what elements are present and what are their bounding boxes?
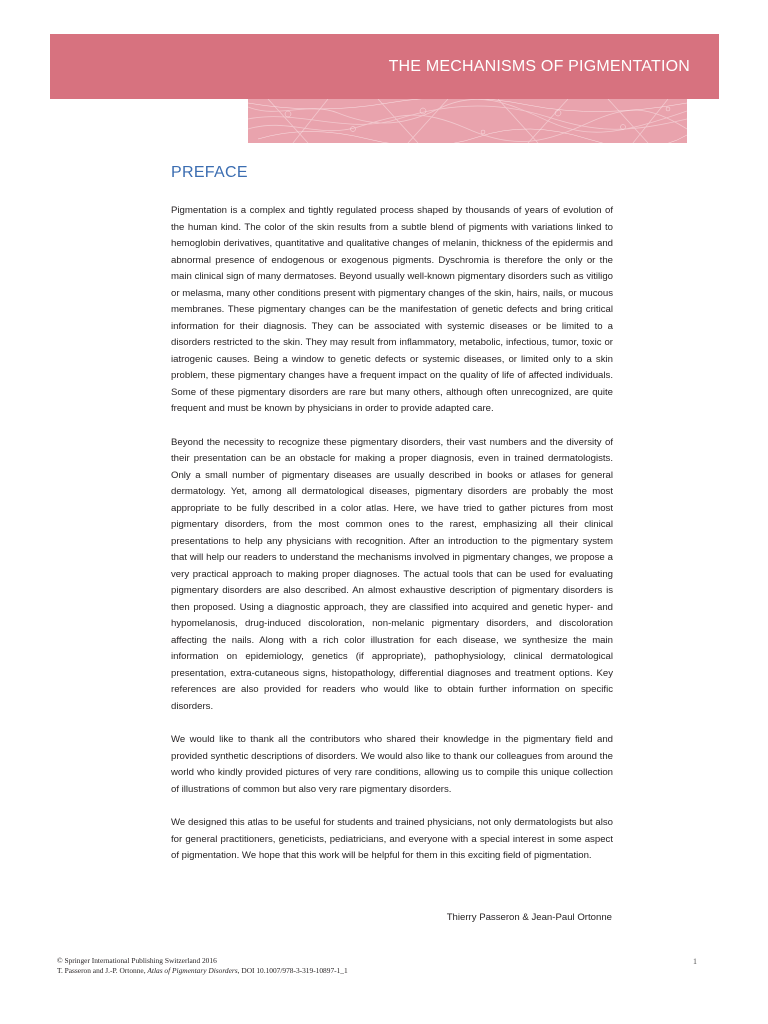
preface-paragraph-1: Pigmentation is a complex and tightly regulated process shaped by thousands of years of evolution of the human kind. The color of the skin results from a subtle blend of pigments with variations linked to hemoglobin derivatives, quantitative and qualitative changes of melanin, thickness of the epidermis and abnormal presence of endogenous or exogenous pigments. Dyschromia is therefore the only or the main clinical sign of many dermatoses. Beyond usually well-known pigmentary disorders such as vitiligo or melasma, many other conditions present with pigmentary changes of the skin, hairs, nails, or mucous membranes. These pigmentary changes can be the manifestation of genetic defects and bring critical information for their diagnosis. They can be associated with systemic diseases or be limited to a disorders restricted to the skin. They may result from inflammatory, metabolic, infectious, tumor, toxic or iatrogenic causes. Being a window to genetic defects or systemic diseases, or limited only to a skin problem, these pigmentary changes have a frequent impact on the quality of life of affected individuals. Some of these pigmentary disorders are rare but many others, although often unrecognized, are quite frequent and must be known by physicians in order to provide adapted care. — [171, 205, 613, 414]
preface-body — [171, 203, 613, 882]
citation-book-title: Atlas of Pigmentary Disorders — [147, 966, 238, 975]
preface-signature: Thierry Passeron & Jean-Paul Ortonne — [446, 912, 612, 923]
preface-paragraph-2: Beyond the necessity to recognize these pigmentary disorders, their vast numbers and the diversity of their presentation can be an obstacle for making a proper diagnosis, even in trained dermatologists. Only a small number of pigmentary diseases are usually described in books or atlases for general dermatology. Yet, among all dermatological diseases, pigmentary disorders are probably the most appropriate to be fully described in a color atlas. Here, we have tried to gather pictures from most pigmentary disorders, from the most common ones to the rarest, emphasizing all their clinical presentations to help any physicians with recognition. After an introduction to the pigmentary system that will help our readers to understand the mechanisms involved in pigmentary changes, we propose a very practical approach to making proper diagnoses. The actual tools that can be used for evaluating pigmentary disorders are also described. An almost exhaustive description of pigmentary disorders is then proposed. Using a diagnostic approach, they are classified into acquired and genetic hyper- and hypomelanosis, drug-induced discoloration, non-melanic pigmentary disorders, and discoloration affecting the nails. Along with a rich color illustration for each disease, we synthesize the main information on epidemiology, genetics (if appropriate), pathophysiology, clinical dermatological presentation, extra-cutaneous signs, histopathology, differential diagnoses and treatment options. Key references are also provided for readers who would like to obtain further information on specific disorders. — [171, 436, 613, 712]
copyright-line: © Springer International Publishing Switzerland 2016 — [57, 956, 217, 965]
page-number: 1 — [693, 957, 697, 966]
chapter-header-band — [50, 34, 719, 99]
preface-paragraph-4: We designed this atlas to be useful for students and trained physicians, not only dermatologists but also for general practitioners, geneticists, pediatricians, and everyone with a special interest in some aspect of pigmentation. We hope that this work will be helpful for them in this exciting field of pigmentation. — [171, 817, 613, 861]
preface-heading: PREFACE — [171, 164, 248, 181]
page-footer — [57, 956, 348, 976]
citation-authors: T. Passeron and J.-P. Ortonne, — [57, 966, 148, 975]
chapter-title: THE MECHANISMS OF PIGMENTATION — [388, 58, 690, 75]
cell-texture-image — [248, 99, 687, 143]
citation-line — [57, 966, 348, 976]
citation-doi: , DOI 10.1007/978-3-319-10897-1_1 — [237, 966, 348, 975]
decorative-texture-strip — [248, 99, 687, 143]
preface-paragraph-3: We would like to thank all the contributors who shared their knowledge in the pigmentary field and provided synthetic descriptions of disorders. We would also like to thank our colleagues from around the world who kindly provided pictures of very rare conditions, allowing us to compile this unique collection of illustrations of common but also very rare pigmentary disorders. — [171, 734, 613, 795]
